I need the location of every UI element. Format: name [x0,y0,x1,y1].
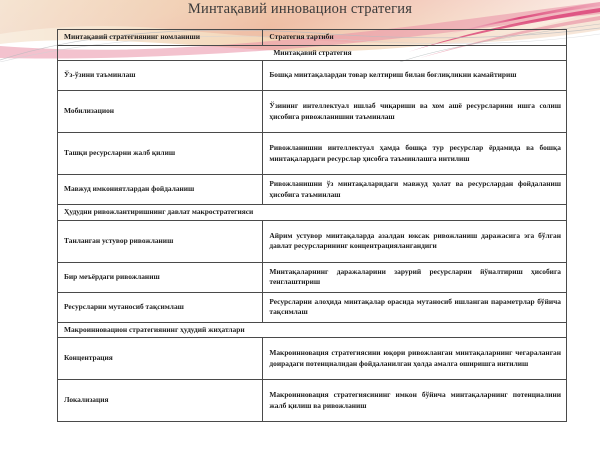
column-header-description: Стратегия тартиби [263,30,567,46]
section-banner-label: Ҳудудни ривожлантиришнинг давлат макростратегияси [58,205,567,221]
table-row [58,91,567,133]
section-banner-label: Минтақавий стратегия [58,45,567,61]
strategy-description-cell: Бошқа минтақалардан товар келтириш билан боғлиқликни камайтириш [263,61,567,91]
strategy-description-cell: Минтақаларнинг даражаларини зарурий ресурсларни йўналтириш ҳисобига тенглаштириш [263,262,567,292]
table-row [58,292,567,322]
strategy-description-cell: Ривожланишни ўз минтақаларидаги мавжуд ҳолат ва ресурслардан фойдаланиш ҳисобига таъминлаш [263,175,567,205]
strategy-description-cell: Айрим устувор минтақаларда азалдан юксак ривожланиш даражасига эга бўлган давлат ресурсларининг концентрациялангандиги [263,220,567,262]
strategy-name-cell: Бир меъёрдаги ривожланиш [58,262,263,292]
strategy-name-cell: Мобилизацион [58,91,263,133]
table-body [58,30,567,422]
table-header-row [58,30,567,46]
column-header-name: Минтақавий стратегиянинг номланиши [58,30,263,46]
strategy-name-cell: Концентрация [58,338,263,380]
table-row [58,380,567,422]
strategy-name-cell: Ўз-ўзини таъминлаш [58,61,263,91]
strategy-name-cell: Мавжуд имкониятлардан фойдаланиш [58,175,263,205]
section-banner-row [58,205,567,221]
strategy-description-cell: Ресурсларни алоҳида минтақалар орасида мутаносиб ишланган параметрлар бўйича тақсимлаш [263,292,567,322]
slide-title: Минтақавий инновацион стратегия [187,1,413,17]
strategy-description-cell: Ривожланишни интеллектуал ҳамда бошқа тур ресурслар ёрдамида ва бошқа минтақалардаги ресурслар ҳисобга таъминлашга интилиш [263,133,567,175]
strategy-name-cell: Танланган устувор ривожланиш [58,220,263,262]
table-row [58,61,567,91]
strategy-description-cell: Ўзининг интеллектуал ишлаб чиқариши ва хом ашё ресурсларини ишга солиш ҳисобига ривожланишни таъминлаш [263,91,567,133]
strategy-name-cell: Ресурсларни мутаносиб тақсимлаш [58,292,263,322]
strategy-name-cell: Локализация [58,380,263,422]
section-banner-row [58,45,567,61]
strategy-description-cell: Макроинновация стратегиясини юқори ривожланган минтақаларнинг чегараланган доирадаги потенциалидан фойдаланилган ҳолда амалга оширишга интилиш [263,338,567,380]
strategy-description-cell: Макроинновация стратегиясининг имкон бўйича минтақаларнинг потенциалини жалб қилиш ва ривожланиш [263,380,567,422]
table-row [58,338,567,380]
section-banner-row [58,322,567,338]
section-banner-label: Макроинновацион стратегиянинг ҳудудий жиҳатлари [58,322,567,338]
strategy-name-cell: Ташқи ресурсларни жалб қилиш [58,133,263,175]
table-row [58,220,567,262]
table-row [58,133,567,175]
table-row [58,262,567,292]
regional-innovation-strategy-table [57,29,567,422]
table-row [58,175,567,205]
